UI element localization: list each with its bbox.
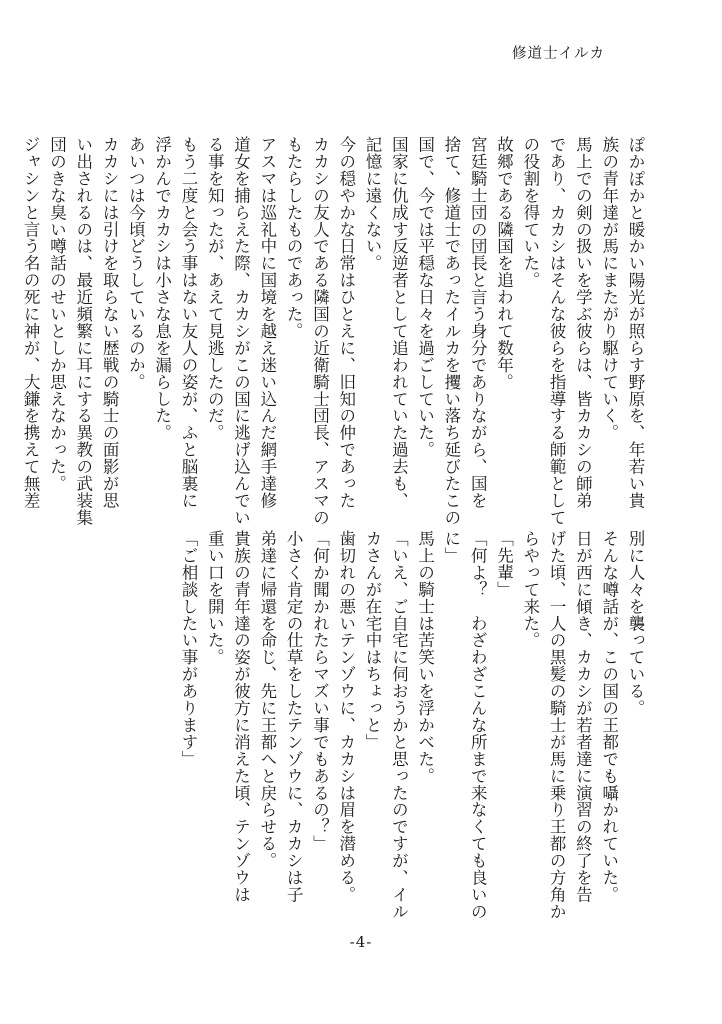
text-line: 重い口を開いた。 bbox=[205, 530, 225, 666]
text-line: ぽかぽかと暖かい陽光が照らす野原を、年若い貴 bbox=[626, 136, 645, 509]
text-line: 今の穏やかな日常はひとえに、旧知の仲であった bbox=[336, 136, 356, 509]
text-line: 小さく肯定の仕草をしたテンゾウに、カカシは子 bbox=[284, 530, 304, 903]
page-number: -4- bbox=[349, 933, 373, 951]
text-line: 「いえ、ご自宅に伺おうかと思ったのですが、イル bbox=[389, 530, 409, 920]
text-line: 宮廷騎士団の団長と言う身分でありながら、国を bbox=[468, 136, 488, 509]
text-line: カさんが在宅中はちょっと」 bbox=[363, 530, 383, 751]
text-line: 「何よ？ わざわざこんな所まで来なくても良いの bbox=[468, 530, 488, 920]
text-line: 日が西に傾き、カカシが若者達に演習の終了を告 bbox=[573, 530, 593, 903]
text-line: 弟達に帰還を命じ、先に王都へと戻らせる。 bbox=[257, 530, 277, 869]
text-line: 馬上での剣の扱いを学ぶ彼らは、皆カカシの師弟 bbox=[573, 136, 593, 509]
text-line: 貴族の青年達の姿が彼方に消えた頃、テンゾウは bbox=[231, 530, 251, 903]
text-line: い出されるのは、最近頻繁に耳にする異教の武装集 bbox=[73, 136, 93, 526]
text-line: 国で、今では平穏な日々を過ごしていた。 bbox=[415, 136, 435, 459]
text-line: 馬上の騎士は苦笑いを浮かべた。 bbox=[415, 530, 435, 785]
text-line: あいつは今頃どうしているのか。 bbox=[126, 136, 146, 391]
text-line: 「ご相談したい事があります」 bbox=[178, 530, 198, 768]
text-line: カカシには引けを取らない歴戦の騎士の面影が思 bbox=[100, 136, 120, 509]
text-line: もたらしたものであった。 bbox=[284, 136, 304, 340]
text-line: らやって来た。 bbox=[520, 530, 540, 649]
text-line: 道女を捕らえた際、カカシがこの国に逃げ込んでい bbox=[231, 136, 251, 526]
text-line: そんな噂話が、この国の王都でも囁かれていた。 bbox=[599, 530, 619, 903]
text-line: であり、カカシはそんな彼らを指導する師範として bbox=[547, 136, 567, 526]
upper-text-block bbox=[21, 136, 648, 526]
text-line: 捨て、修道士であったイルカを攫い落ち延びたこの bbox=[441, 136, 461, 526]
text-line: 「何か聞かれたらマズい事でもあるの？」 bbox=[310, 530, 330, 853]
lower-text-block bbox=[128, 530, 648, 920]
text-line: 「先輩」 bbox=[494, 530, 514, 598]
text-line: 故郷である隣国を追われて数年。 bbox=[494, 136, 514, 391]
text-line: る事を知ったが、あえて見逃したのだ。 bbox=[205, 136, 225, 442]
text-line: アスマは巡礼中に国境を越え迷い込んだ網手達修 bbox=[257, 136, 277, 509]
running-header-title: 修道士イルカ bbox=[512, 46, 605, 62]
text-line: の役割を得ていた。 bbox=[520, 136, 540, 289]
text-line: もう二度と会う事はない友人の姿が、ふと脳裏に bbox=[178, 136, 198, 509]
text-line: 歯切れの悪いテンゾウに、カカシは眉を潜める。 bbox=[336, 530, 356, 903]
text-line: 族の青年達が馬にまたがり駆けていく。 bbox=[599, 136, 619, 442]
text-line: 別に人々を襲っている。 bbox=[626, 530, 645, 717]
text-line: 記憶に遠くない。 bbox=[363, 136, 383, 272]
text-line: げた頃、一人の黒髪の騎士が馬に乗り王都の方角か bbox=[547, 530, 567, 920]
text-line: に」 bbox=[441, 530, 461, 564]
text-line: 団のきな臭い噂話のせいとしか思えなかった。 bbox=[47, 136, 67, 492]
text-line: カカシの友人である隣国の近衛騎士団長、アスマの bbox=[310, 136, 330, 526]
text-line: 浮かんでカカシは小さな息を漏らした。 bbox=[152, 136, 172, 442]
text-line: 国家に仇成す反逆者として追われていた過去も、 bbox=[389, 136, 409, 509]
text-line: ジャシンと言う名の死に神が、大鎌を携えて無差 bbox=[21, 136, 41, 509]
